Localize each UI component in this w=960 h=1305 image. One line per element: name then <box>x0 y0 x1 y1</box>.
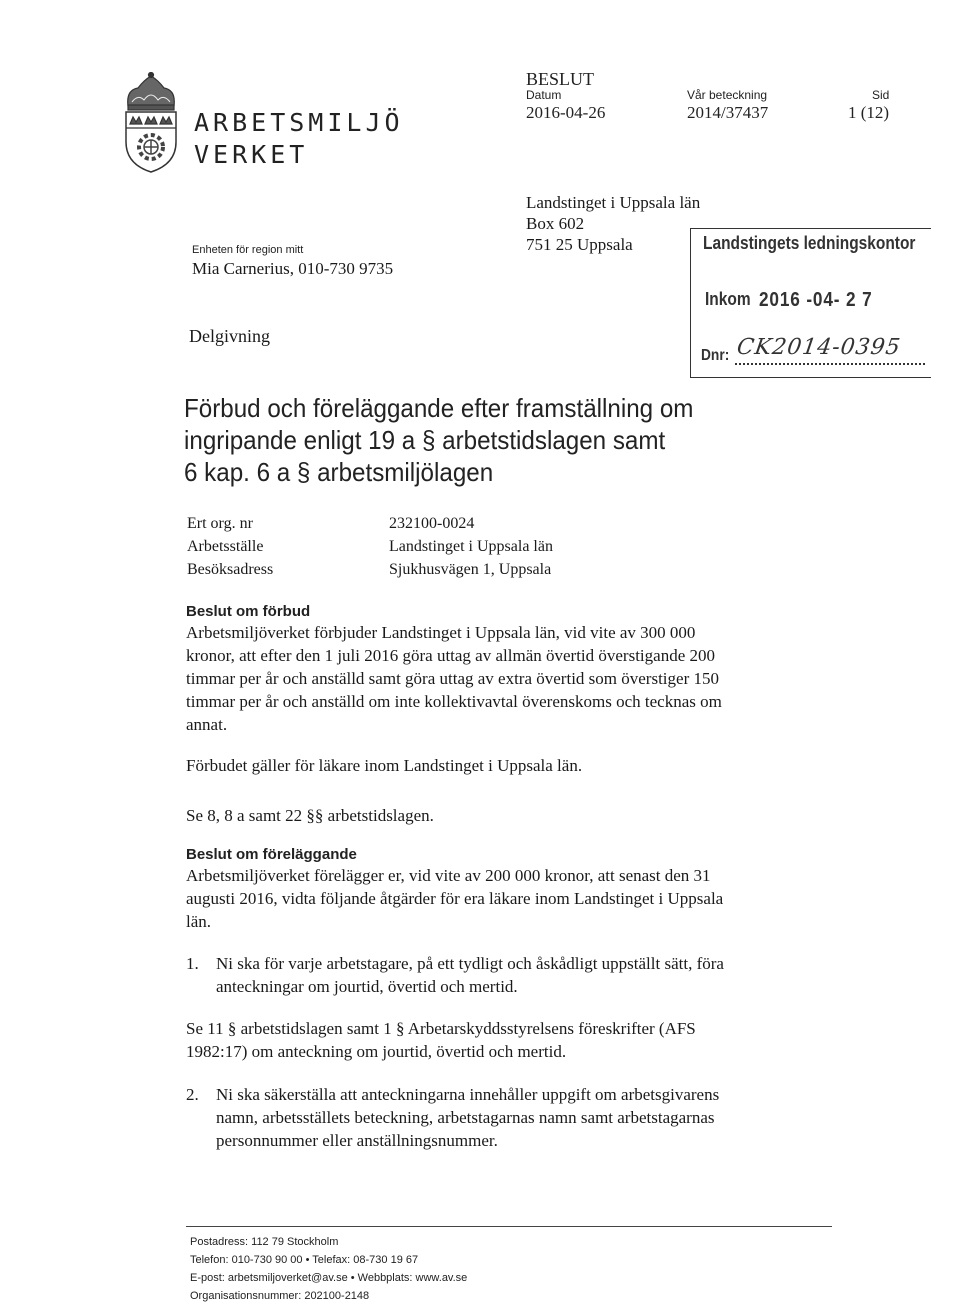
recipient-line: 751 25 Uppsala <box>526 235 633 254</box>
paragraph-line: kronor, att efter den 1 juli 2016 göra uttag av allmän övertid överstigande 200 <box>186 646 716 665</box>
detail-label: Ert org. nr <box>187 515 253 532</box>
list-item <box>216 952 724 998</box>
unit-label: Enheten för region mitt <box>192 244 304 256</box>
delgivning-label: Delgivning <box>189 326 270 346</box>
footer-org-number: Organisationsnummer: 202100-2148 <box>190 1290 370 1302</box>
list-item-line: namn, arbetsställets beteckning, arbetstagarnas namn samt arbetstagarnas <box>216 1108 715 1127</box>
footer-phone: Telefon: 010-730 90 00 • Telefax: 08-730 19 67 <box>190 1254 419 1266</box>
list-item <box>216 1083 719 1152</box>
paragraph-line: Arbetsmiljöverket förelägger er, vid vite av 200 000 kronor, att senast den 31 <box>186 866 711 885</box>
stamp-office: Landstingets ledningskontor <box>703 233 916 253</box>
forelaggande-paragraph <box>186 864 723 933</box>
item1-reference <box>186 1017 696 1063</box>
forbud-reference: Se 8, 8 a samt 22 §§ arbetstidslagen. <box>186 806 434 825</box>
recipient-line: Box 602 <box>526 214 585 233</box>
forelaggande-heading: Beslut om föreläggande <box>186 846 357 863</box>
list-item-number: 2. <box>186 1085 199 1104</box>
title-line: ingripande enligt 19 a § arbetstidslagen samt <box>184 425 666 455</box>
detail-label: Arbetsställe <box>187 538 264 555</box>
paragraph-line: Se 11 § arbetstidslagen samt 1 § Arbetarskyddsstyrelsens föreskrifter (AFS <box>186 1019 696 1038</box>
contact-person: Mia Carnerius, 010-730 9735 <box>192 259 394 278</box>
date-value: 2016-04-26 <box>526 103 606 122</box>
paragraph-line: augusti 2016, vidta följande åtgärder för era läkare inom Landstinget i Uppsala <box>186 889 724 908</box>
detail-value: Landstinget i Uppsala län <box>389 538 553 555</box>
org-name-line2: VERKET <box>194 140 309 169</box>
paragraph-line: timmar per år och anställd samt göra uttag av extra övertid som överstiger 150 <box>186 669 719 688</box>
footer-email-web: E-post: arbetsmiljoverket@av.se • Webbplats: www.av.se <box>190 1272 468 1284</box>
title-line: 6 kap. 6 a § arbetsmiljölagen <box>184 457 494 487</box>
list-item-line: anteckningar om jourtid, övertid och mertid. <box>216 977 518 996</box>
stamp-dnr-handwritten: CK2014-0395 <box>735 335 903 360</box>
paragraph-line: timmar per år och anställd om inte kollektivavtal överenskoms och tecknas om <box>186 692 722 711</box>
reference-value: 2014/37437 <box>687 103 769 122</box>
details-values <box>389 512 553 581</box>
date-label: Datum <box>526 88 562 102</box>
page-value: 1 (12) <box>848 103 890 122</box>
forbud-heading: Beslut om förbud <box>186 603 311 620</box>
forbud-paragraph <box>186 621 722 736</box>
document-title <box>184 393 732 489</box>
detail-label: Besöksadress <box>187 561 274 578</box>
paragraph-line: 1982:17) om anteckning om jourtid, övertid och mertid. <box>186 1042 567 1061</box>
details-labels <box>187 512 273 581</box>
recipient-address <box>526 192 700 255</box>
list-item-line: personnummer eller anställningsnummer. <box>216 1131 498 1150</box>
stamp-dnr-dotted-line <box>735 363 925 365</box>
paragraph-line: annat. <box>186 715 228 734</box>
reference-label: Vår beteckning <box>687 88 768 102</box>
stamp-dnr-label: Dnr: <box>701 347 730 364</box>
paragraph-line: län. <box>186 912 212 931</box>
page-label: Sid <box>872 88 890 102</box>
stamp-inkom-label: Inkom <box>705 289 751 309</box>
document-type: BESLUT <box>526 69 595 89</box>
recipient-line: Landstinget i Uppsala län <box>526 193 701 212</box>
footer-postal: Postadress: 112 79 Stockholm <box>190 1236 339 1248</box>
forbud-scope: Förbudet gäller för läkare inom Landstinget i Uppsala län. <box>186 756 583 775</box>
paragraph-line: Arbetsmiljöverket förbjuder Landstinget i Uppsala län, vid vite av 300 000 <box>186 623 696 642</box>
list-item-number: 1. <box>186 954 199 973</box>
title-line: Förbud och föreläggande efter framställning om <box>184 393 694 423</box>
stamp-inkom-date: 2016 -04- 2 7 <box>759 289 873 311</box>
footer <box>190 1233 467 1305</box>
list-item-line: Ni ska säkerställa att anteckningarna innehåller uppgift om arbetsgivarens <box>216 1085 720 1104</box>
received-stamp <box>690 228 931 378</box>
crest-logo-icon <box>118 72 184 176</box>
org-name-line1: ARBETSMILJÖ <box>194 108 404 137</box>
list-item-line: Ni ska för varje arbetstagare, på ett tydligt och åskådligt uppställt sätt, föra <box>216 954 724 973</box>
detail-value: Sjukhusvägen 1, Uppsala <box>389 561 552 578</box>
detail-value: 232100-0024 <box>389 515 475 532</box>
footer-divider <box>186 1226 832 1227</box>
